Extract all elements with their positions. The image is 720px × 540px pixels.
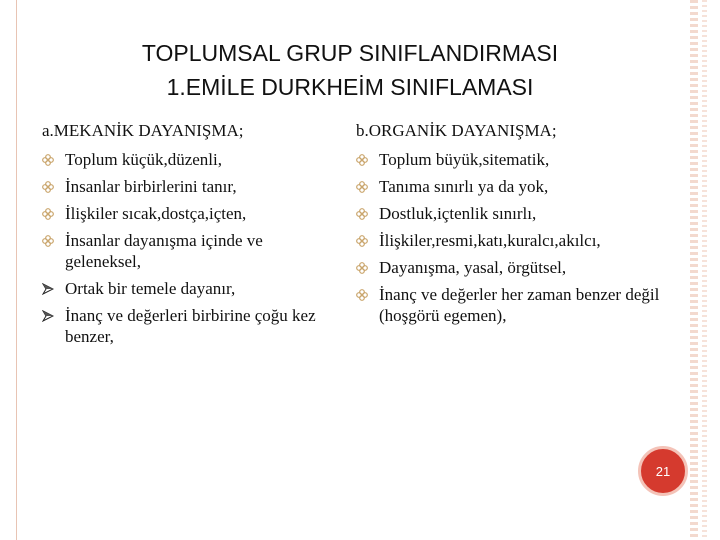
list-item	[356, 230, 686, 251]
flower-bullet-icon	[42, 208, 54, 220]
left-heading: a.MEKANİK DAYANIŞMA;	[42, 121, 244, 140]
flower-bullet-icon	[356, 154, 368, 166]
arrow-bullet-icon	[42, 283, 54, 295]
list-item-text: Toplum küçük,düzenli,	[65, 150, 222, 169]
flower-bullet-icon	[356, 289, 368, 301]
list-item	[356, 284, 686, 326]
list-item	[356, 149, 686, 170]
list-item-text: Dayanışma, yasal, örgütsel,	[379, 258, 567, 277]
list-item	[42, 203, 342, 224]
list-item-text: İlişkiler,resmi,katı,kuralcı,akılcı,	[379, 231, 601, 250]
list-item	[42, 230, 342, 272]
list-item-text: İlişkiler sıcak,dostça,içten,	[65, 204, 247, 223]
flower-bullet-icon	[356, 181, 368, 193]
list-item-text: Ortak bir temele dayanır,	[65, 279, 236, 298]
decorative-stripe	[690, 0, 698, 540]
arrow-bullet-icon	[42, 310, 54, 322]
flower-bullet-icon	[42, 181, 54, 193]
list-item-text: İnanç ve değerleri birbirine çoğu kez benzer,	[65, 306, 316, 346]
list-item-text: Toplum büyük,sitematik,	[379, 150, 550, 169]
list-item	[42, 278, 342, 299]
right-heading: b.ORGANİK DAYANIŞMA;	[356, 121, 557, 140]
list-item-text: Dostluk,içtenlik sınırlı,	[379, 204, 537, 223]
title-line-2: 1.EMİLE DURKHEİM SINIFLAMASI	[166, 74, 534, 100]
slide-title	[40, 36, 660, 104]
flower-bullet-icon	[356, 208, 368, 220]
left-column	[42, 118, 342, 353]
flower-bullet-icon	[356, 235, 368, 247]
list-item	[42, 149, 342, 170]
list-item-text: İnsanlar birbirlerini tanır,	[65, 177, 237, 196]
page-number-badge	[638, 446, 688, 496]
page-number: 21	[655, 463, 671, 479]
flower-bullet-icon	[356, 262, 368, 274]
list-item	[356, 176, 686, 197]
list-item-text: İnsanlar dayanışma içinde ve geleneksel,	[65, 231, 263, 271]
flower-bullet-icon	[42, 154, 54, 166]
right-list	[356, 149, 686, 326]
list-item	[42, 305, 342, 347]
list-item	[42, 176, 342, 197]
list-item	[356, 257, 686, 278]
list-item	[356, 203, 686, 224]
list-item-text: Tanıma sınırlı ya da yok,	[379, 177, 549, 196]
flower-bullet-icon	[42, 235, 54, 247]
list-item-text: İnanç ve değerler her zaman benzer değil (hoşgörü egemen),	[379, 285, 660, 325]
left-list	[42, 149, 342, 347]
right-column	[356, 118, 686, 332]
decorative-stripe	[702, 0, 707, 540]
title-line-1: TOPLUMSAL GRUP SINIFLANDIRMASI	[141, 40, 559, 66]
